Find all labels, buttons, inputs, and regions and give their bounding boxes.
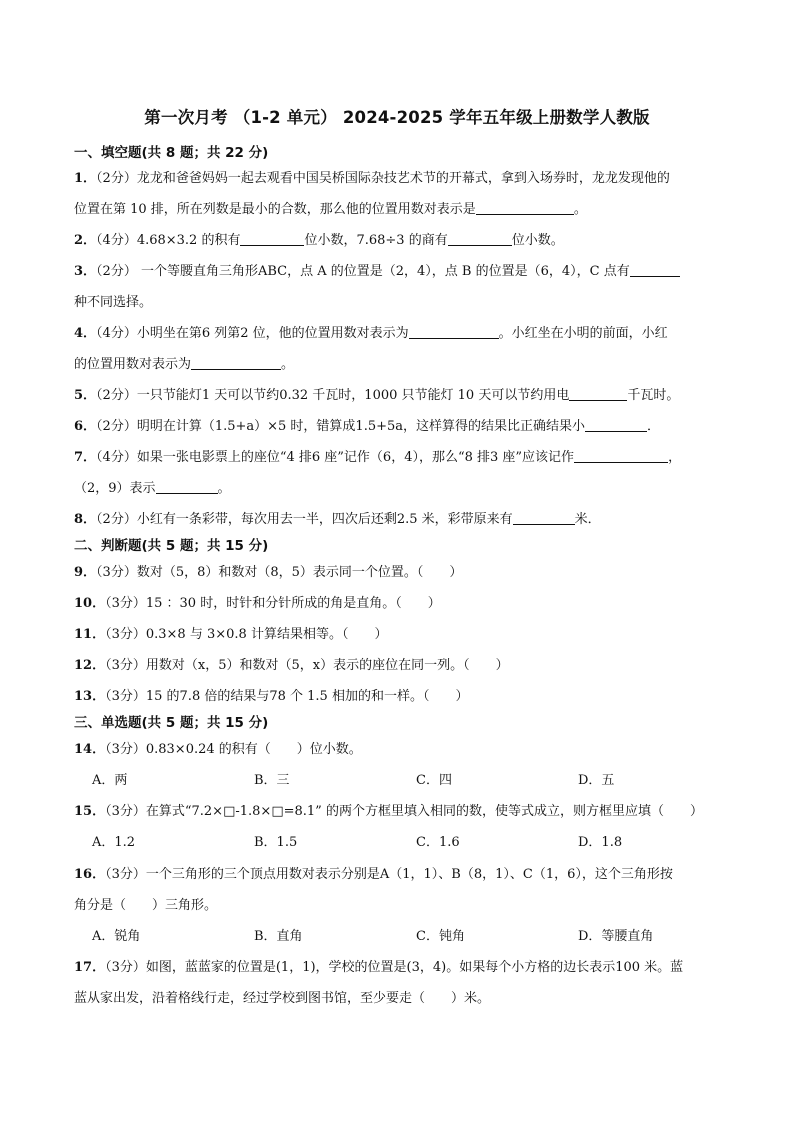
answer-blank[interactable] (191, 356, 281, 370)
question-14 (74, 738, 362, 757)
question-4-cont (74, 353, 294, 372)
question-text: （3分）0.3×8 与 3×0.8 计算结果相等。（ ） (105, 627, 388, 642)
answer-blank[interactable] (585, 418, 647, 432)
question-text: （3分）用数对（x，5）和数对（5，x）表示的座位在同一列。（ ） (105, 658, 509, 673)
question-text: （3分）一个三角形的三个顶点用数对表示分别是A（1，1）、B（8，1）、C（1，6），这个三角形按 (105, 867, 673, 882)
question-17 (74, 956, 683, 975)
question-number: 7． (74, 450, 97, 465)
question-7-cont (74, 477, 231, 496)
question-9 (74, 561, 462, 580)
question-text: （3分）如图，蓝蓝家的位置是(1，1)，学校的位置是(3，4)。如果每个小方格的边长表示100 米。蓝 (105, 960, 684, 975)
question-number: 11． (74, 627, 106, 642)
question-text: （3分）在算式“7.2×□-1.8×□=8.1” 的两个方框里填入相同的数，使等式成立，则方框里应填（ ） (105, 804, 703, 819)
question-17-cont (74, 987, 490, 1006)
question-text: （2分） 一个等腰直角三角形ABC，点 A 的位置是（2，4），点 B 的位置是（6，4），C 点有 (96, 264, 630, 279)
question-11 (74, 623, 387, 642)
answer-blank[interactable] (448, 232, 512, 246)
question-text: （2分）龙龙和爸爸妈妈一起去观看中国吴桥国际杂技艺术节的开幕式，拿到入场券时，龙龙发现他的 (96, 171, 670, 186)
question-text: （2分）一只节能灯1 天可以节约0.32 千瓦时，1000 只节能灯 10 天可以节约用电 (96, 388, 570, 403)
question-number: 6． (74, 419, 97, 434)
question-number: 8． (74, 512, 97, 527)
question-number: 10． (74, 596, 106, 611)
question-number: 15． (74, 804, 106, 819)
option-c[interactable]: C．四 (416, 773, 452, 788)
option-d[interactable]: D．1.8 (578, 835, 623, 850)
question-text: （2分）小红有一条彩带，每次用去一半，四次后还剩2.5 米，彩带原来有 (96, 512, 513, 527)
question-text: ． (647, 419, 661, 434)
option-c[interactable]: C．1.6 (416, 835, 460, 850)
question-16-cont (74, 894, 217, 913)
question-1-cont (74, 198, 587, 217)
question-text: （2，9）表示 (74, 481, 156, 496)
question-text: （3分）数对（5，8）和数对（8，5）表示同一个位置。（ ） (96, 565, 463, 580)
question-number: 2． (74, 233, 97, 248)
question-2 (74, 229, 564, 248)
option-b[interactable]: B．三 (254, 773, 290, 788)
question-text: （4分）如果一张电影票上的座位“4 排6 座”记作（6，4），那么“8 排3 座”应该记作 (96, 450, 575, 465)
question-text: 位置在第 10 排，所在列数是最小的合数，那么他的位置用数对表示是 (74, 202, 476, 217)
question-number: 12． (74, 658, 106, 673)
question-7 (74, 446, 681, 465)
question-number: 3． (74, 264, 97, 279)
answer-blank[interactable] (569, 387, 627, 401)
option-b[interactable]: B．1.5 (254, 835, 298, 850)
option-d[interactable]: D．五 (578, 773, 615, 788)
exam-title: 第一次月考 （1-2 单元） 2024-2025 学年五年级上册数学人教版 (144, 108, 650, 127)
question-15 (74, 800, 703, 819)
question-number: 17． (74, 960, 106, 975)
question-text: （3分）15 的7.8 倍的结果与78 个 1.5 相加的和一样。（ ） (105, 689, 469, 704)
question-number: 4． (74, 326, 97, 341)
question-text: 。 (281, 357, 295, 372)
answer-blank[interactable] (240, 232, 304, 246)
option-d[interactable]: D．等腰直角 (578, 929, 654, 944)
answer-blank[interactable] (513, 511, 575, 525)
question-text: 千瓦时。 (627, 388, 680, 403)
question-8 (74, 508, 601, 527)
question-text: （3分）0.83×0.24 的积有（ ）位小数。 (105, 742, 362, 757)
question-4 (74, 322, 668, 341)
section-multiple-choice: 三、单选题(共 5 题；共 15 分) (74, 715, 269, 731)
question-number: 5． (74, 388, 97, 403)
answer-blank[interactable] (476, 201, 574, 215)
answer-blank[interactable] (574, 449, 668, 463)
question-text: 种不同选择。 (74, 295, 153, 310)
option-c[interactable]: C．钝角 (416, 929, 465, 944)
question-13 (74, 685, 468, 704)
question-number: 9． (74, 565, 97, 580)
answer-blank[interactable] (156, 480, 218, 494)
question-number: 14． (74, 742, 106, 757)
question-6 (74, 415, 660, 434)
question-1 (74, 167, 670, 186)
section-fill-in-blank: 一、填空题(共 8 题；共 22 分) (74, 145, 269, 161)
question-text: 的位置用数对表示为 (74, 357, 192, 372)
question-16 (74, 863, 673, 882)
question-text: （3分）15 ：30 时，时针和分针所成的角是直角。（ ） (105, 596, 441, 611)
question-3-cont (74, 291, 152, 310)
question-text: （2分）明明在计算（1.5+a）×5 时，错算成1.5+5a，这样算得的结果比正确结果小 (96, 419, 586, 434)
question-text: （4分）小明坐在第6 列第2 位，他的位置用数对表示为 (96, 326, 409, 341)
section-true-false: 二、判断题(共 5 题；共 15 分) (74, 538, 269, 554)
question-text: 位小数。 (511, 233, 564, 248)
option-b[interactable]: B．直角 (254, 929, 303, 944)
answer-blank[interactable] (630, 263, 680, 277)
question-text: ， (668, 450, 682, 465)
question-5 (74, 384, 679, 403)
question-text: （4分）4.68×3.2 的积有 (96, 233, 241, 248)
question-number: 13． (74, 689, 106, 704)
question-text: 。 (217, 481, 231, 496)
question-3 (74, 260, 680, 279)
option-a[interactable]: A．1.2 (92, 835, 136, 850)
question-text: 米． (574, 512, 601, 527)
question-12 (74, 654, 509, 673)
answer-blank[interactable] (409, 325, 499, 339)
option-a[interactable]: A．两 (92, 773, 128, 788)
question-text: 角分是（ ）三角形。 (74, 898, 218, 913)
question-text: 。小红坐在小明的前面，小红 (498, 326, 668, 341)
question-number: 1． (74, 171, 97, 186)
question-number: 16． (74, 867, 106, 882)
option-a[interactable]: A．锐角 (92, 929, 141, 944)
question-text: 。 (573, 202, 587, 217)
question-10 (74, 592, 441, 611)
question-text: 蓝从家出发，沿着格线行走，经过学校到图书馆，至少要走（ ）米。 (74, 991, 491, 1006)
question-text: 位小数，7.68÷3 的商有 (304, 233, 448, 248)
